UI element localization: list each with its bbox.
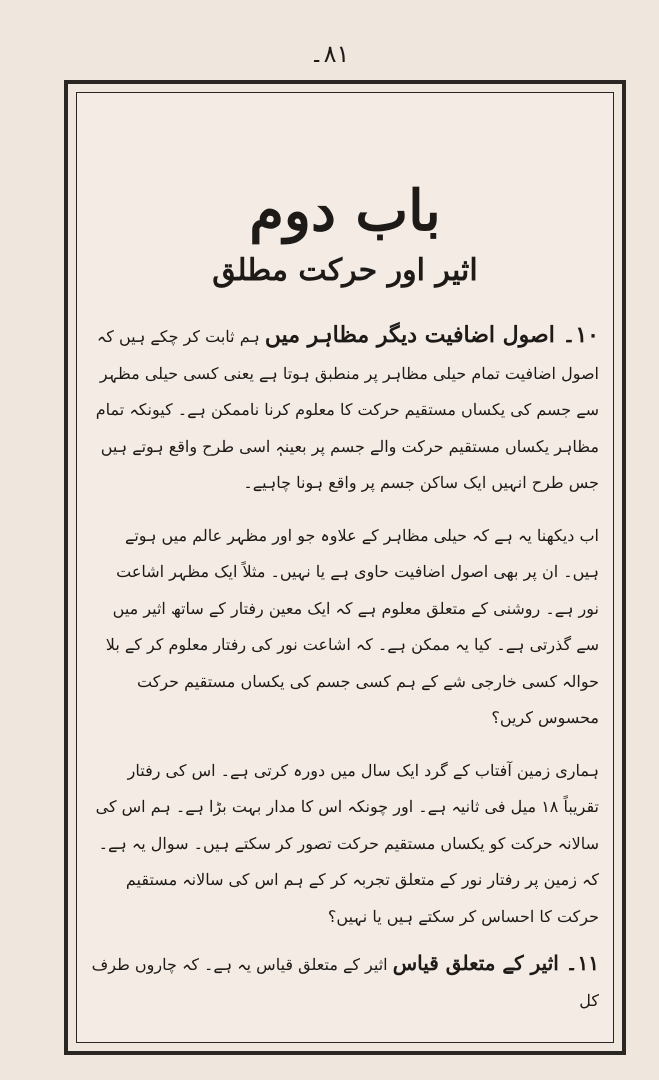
paragraph-3-text: ہماری زمین آفتاب کے گرد ایک سال میں دورہ کرتی ہے۔ اس کی رفتار تقریباً ۱۸ میل فی ثانیہ ہے۔ اور چونکہ اس کا مدار بہت بڑا ہے۔ ہم اس کی سالانہ حرکت کو یکساں مستقیم حرکت تصور کر سکتے ہیں۔ سوال یہ ہے۔ کہ زمین پر رفتار نور کے متعلق تجربہ کر کے ہم اس کی سالانہ مستقیم حرکت کا احساس کر سکتے ہیں یا نہیں؟ (95, 760, 599, 926)
paragraph-2 (91, 518, 599, 737)
paragraph-2-text: اب دیکھنا یہ ہے کہ حیلی مظاہر کے علاوہ جو اور مظہر عالم میں ہوتے ہیں۔ ان پر بھی اصول اضافیت حاوی ہے یا نہیں۔ مثلاً ایک مظہر اشاعت نور ہے۔ روشنی کے متعلق معلوم ہے کہ ایک معین رفتار کے ساتھ اثیر میں سے گذرتی ہے۔ کیا یہ ممکن ہے۔ کہ اشاعت نور کی رفتار معلوم کر کے بلا حوالہ کسی خارجی شے کے ہم کسی جسم کی یکساں مستقیم حرکت محسوس کریں؟ (105, 525, 599, 727)
paragraph-1 (91, 317, 599, 502)
section-heading-10: ۱۰۔ اصول اضافیت دیگر مظاہر میں (264, 322, 599, 348)
page-border-inner (76, 92, 614, 1043)
section-11 (91, 945, 599, 1019)
chapter-title: باب دوم (249, 178, 441, 244)
paragraph-1-text: ہم ثابت کر چکے ہیں کہ اصول اضافیت تمام حیلی مظاہر پر منطبق ہوتا ہے یعنی کسی حیلی مظہر سے جسم کی یکساں مستقیم حرکت کا معلوم کرنا ناممکن ہے۔ کیونکہ تمام مظاہر یکساں مستقیم حرکت والے جسم پر بعینہٖ اسی طرح واقع ہوتے ہیں جس طرح انہیں ایک ساکن جسم پر واقع ہونا چاہیے۔ (95, 327, 599, 492)
paragraph-3 (91, 753, 599, 936)
section-11-text: اثیر کے متعلق قیاس یہ ہے۔ کہ چاروں طرف کل (91, 955, 599, 1010)
chapter-subtitle: اثیر اور حرکت مطلق (212, 253, 478, 288)
page-content (91, 178, 599, 1019)
page-border-outer (64, 80, 626, 1055)
page-number: ٨١۔ (309, 40, 350, 68)
section-heading-11: ۱۱۔ اثیر کے متعلق قیاس (392, 951, 599, 975)
